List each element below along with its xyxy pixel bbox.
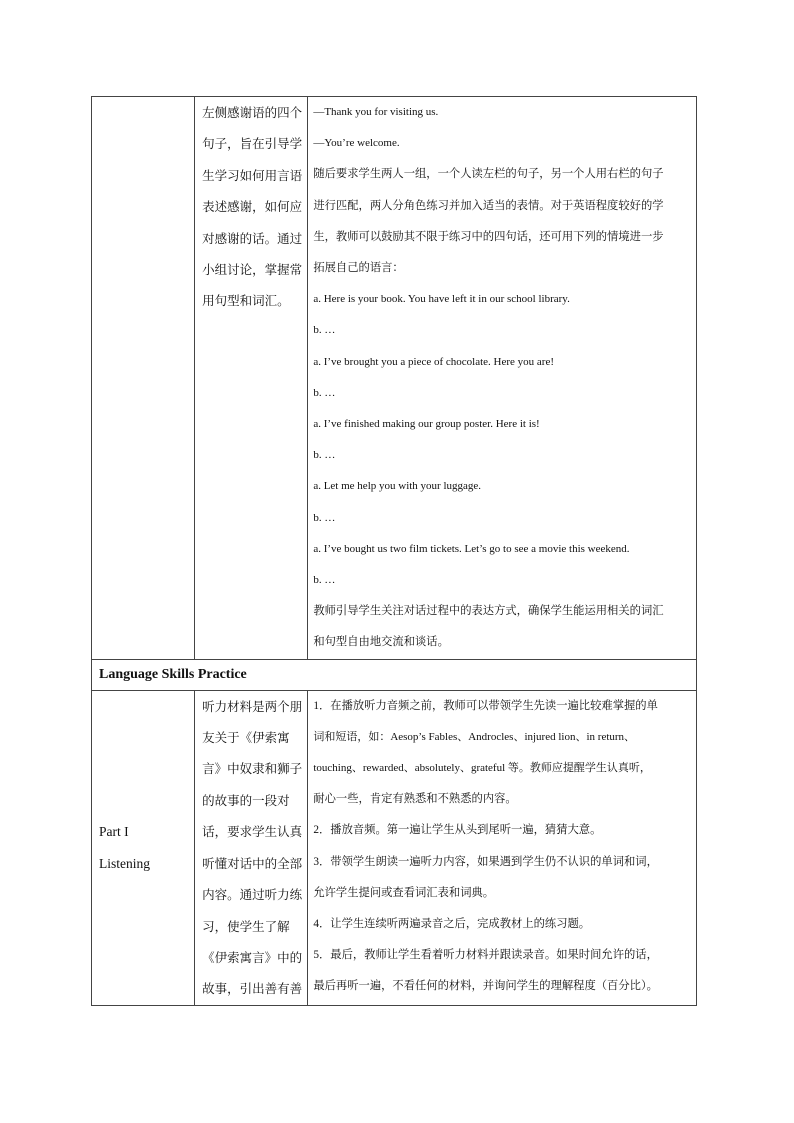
lesson-plan-table	[91, 96, 697, 1006]
procedure-line: 和句型自由地交流和谈话。	[313, 636, 449, 649]
procedure-line: 生，教师可以鼓励其不限于练习中的四句话，还可用下列的情境进一步	[313, 230, 664, 243]
intent-line: 的故事的一段对	[202, 792, 290, 808]
intent-line: 内容。通过听力练	[202, 887, 303, 903]
intent-line: 故事，引出善有善	[202, 981, 303, 997]
intent-line: 言》中奴隶和狮子	[202, 761, 303, 777]
intent-line: 习，使学生了解	[202, 918, 290, 934]
procedure-line: b. …	[313, 386, 336, 399]
procedure-line: 词和短语，如：Aesop’s Fables、Androcles、injured lion、in return、	[313, 730, 636, 743]
part-label: Part I	[99, 823, 129, 839]
procedure-line: 1．在播放听力音频之前，教师可以带领学生先读一遍比较难掌握的单	[313, 699, 658, 712]
procedure-line: 4．让学生连续听两遍录音之后，完成教材上的练习题。	[313, 918, 591, 931]
intent-line: 友关于《伊索寓	[202, 730, 290, 746]
procedure-line: 随后要求学生两人一组，一个人读左栏的句子，另一个人用右栏的句子	[313, 168, 664, 181]
intent-line: 听力材料是两个朋	[202, 698, 303, 714]
procedure-line: 2．播放音频。第一遍让学生从头到尾听一遍，猜猜大意。	[313, 824, 602, 837]
intent-line: 左侧感谢语的四个	[202, 105, 303, 120]
intent-line: 听懂对话中的全部	[202, 855, 303, 871]
design-intent-cell	[195, 690, 308, 1005]
procedure-line: 3．带领学生朗读一遍听力内容，如果遇到学生仍不认识的单词和词，	[313, 855, 658, 868]
table-row	[92, 690, 697, 1005]
procedure-line: a. Here is your book. You have left it in our school library.	[313, 293, 570, 306]
procedure-line: a. I’ve bought us two film tickets. Let’s go to see a movie this weekend.	[313, 542, 630, 555]
intent-line: 对感谢的话。通过	[202, 230, 303, 246]
intent-line: 话，要求学生认真	[202, 824, 303, 840]
procedure-line: 耐心一些，肯定有熟悉和不熟悉的内容。	[313, 793, 517, 806]
procedure-line: b. …	[313, 574, 336, 587]
procedure-cell	[308, 97, 697, 660]
intent-line: 表述感谢，如何应	[202, 199, 303, 215]
procedure-line: 教师引导学生关注对话过程中的表达方式，确保学生能运用相关的词汇	[313, 605, 664, 618]
part-name: Listening	[99, 855, 150, 871]
procedure-line: 允许学生提问或查看词汇表和词典。	[313, 886, 495, 899]
intent-line: 句子，旨在引导学	[202, 136, 303, 152]
procedure-line: b. …	[313, 449, 336, 462]
procedure-line: touching、rewarded、absolutely、grateful 等。教师应提醒学生认真听，	[313, 762, 651, 775]
procedure-line: 拓展自己的语言：	[313, 262, 404, 275]
intent-line: 《伊索寓言》中的	[202, 949, 303, 965]
intent-line: 生学习如何用言语	[202, 167, 303, 183]
procedure-line: a. I’ve finished making our group poster. Here it is!	[313, 418, 540, 431]
intent-line: 小组讨论，掌握常	[202, 262, 303, 278]
part-label-cell	[92, 690, 195, 1005]
procedure-line: a. Let me help you with your luggage.	[313, 480, 482, 493]
procedure-cell	[308, 690, 697, 1005]
procedure-line: 5．最后，教师让学生看着听力材料并跟读录音。如果时间允许的话，	[313, 949, 658, 962]
procedure-line: 最后再听一遍，不看任何的材料，并询问学生的理解程度（百分比）。	[313, 980, 658, 993]
procedure-line: b. …	[313, 324, 336, 337]
procedure-line: —You’re welcome.	[313, 137, 400, 150]
empty-label-cell	[92, 97, 195, 660]
table-row	[92, 97, 697, 660]
section-title: Language Skills Practice	[99, 666, 247, 682]
section-header-row	[92, 659, 697, 690]
procedure-line: —Thank you for visiting us.	[313, 106, 439, 118]
intent-line: 用句型和词汇。	[202, 293, 290, 309]
procedure-line: b. …	[313, 511, 336, 524]
design-intent-cell	[195, 97, 308, 660]
procedure-line: a. I’ve brought you a piece of chocolate. Here you are!	[313, 355, 554, 368]
section-header-cell	[92, 659, 697, 690]
procedure-line: 进行匹配，两人分角色练习并加入适当的表情。对于英语程度较好的学	[313, 199, 664, 212]
